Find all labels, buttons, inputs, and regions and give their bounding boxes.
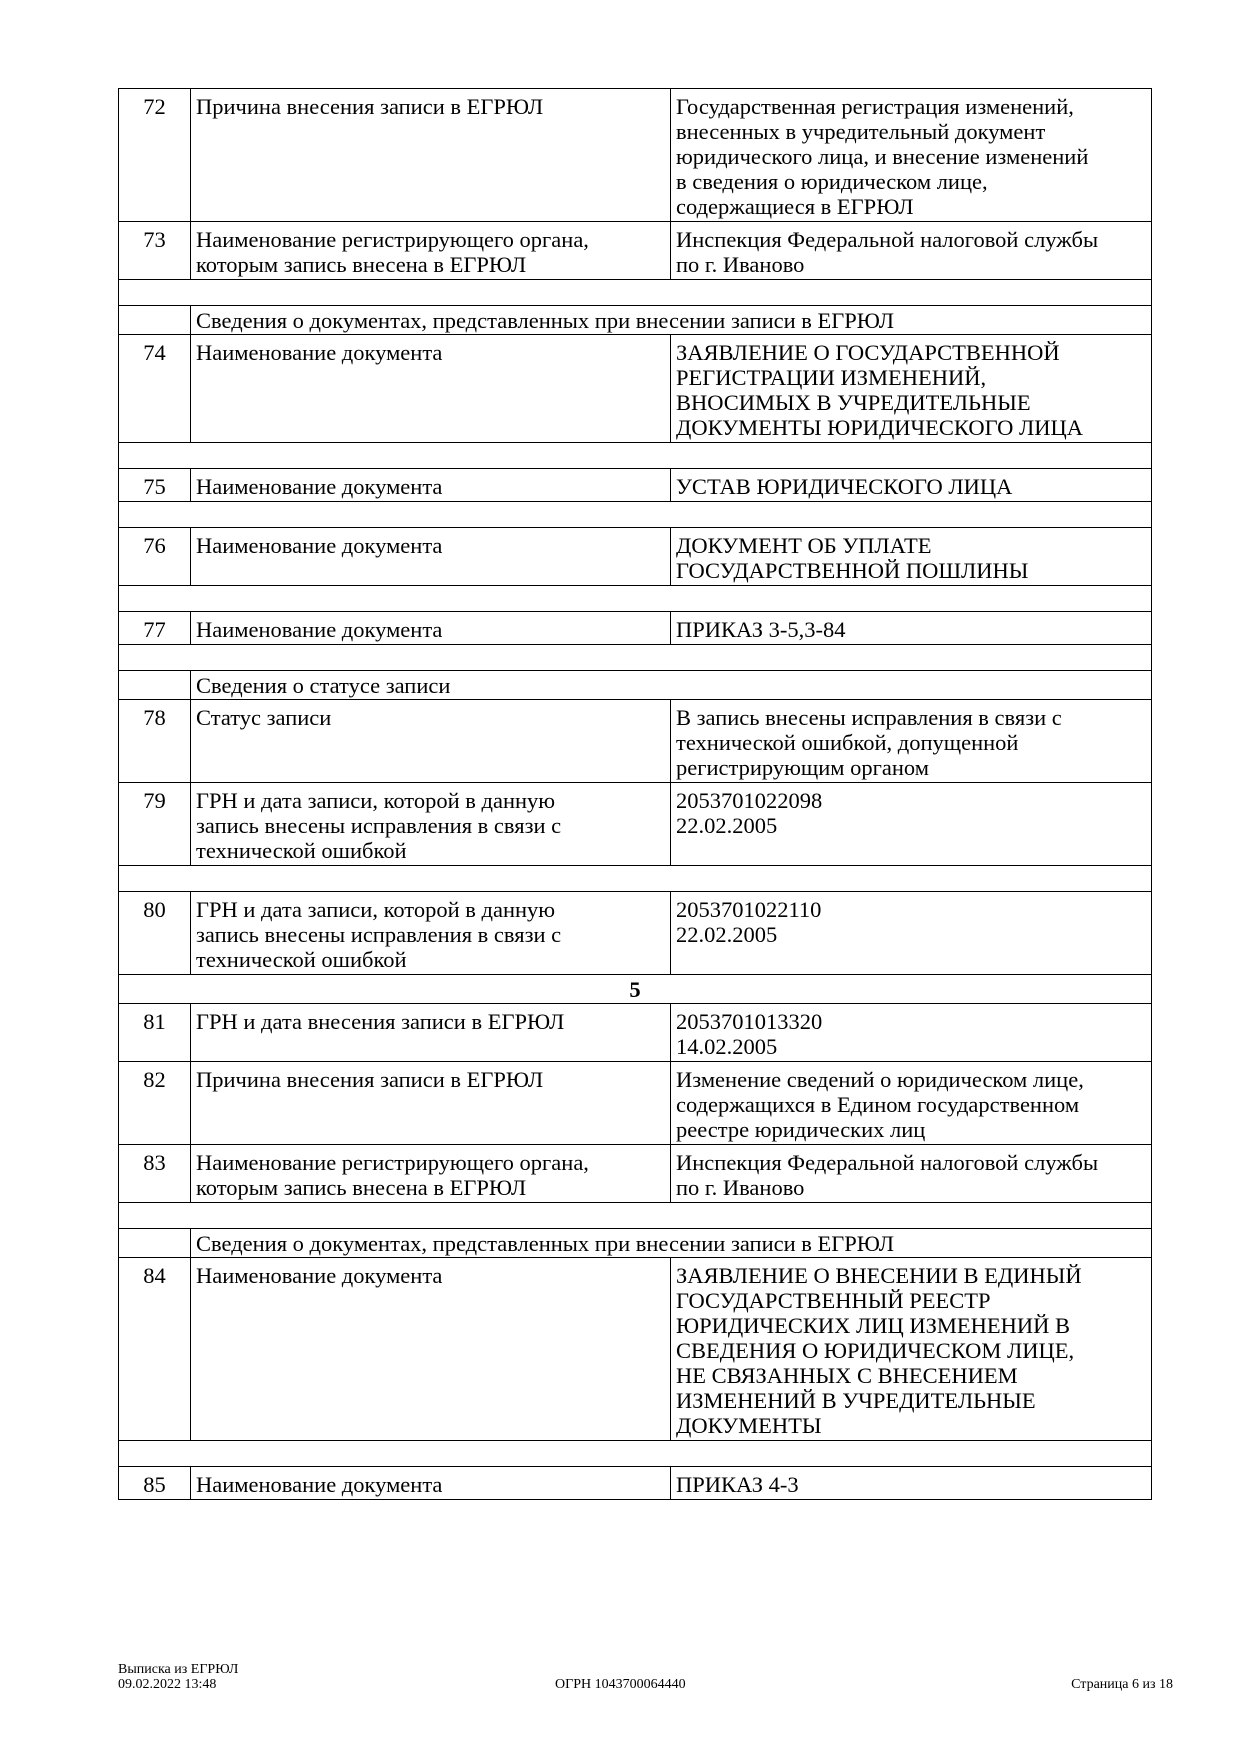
row-label: ГРН и дата внесения записи в ЕГРЮЛ [191, 1004, 671, 1062]
row-label: Наименование документа [191, 1467, 671, 1500]
subsection-blank-cell [119, 306, 191, 335]
table-row [119, 1467, 1152, 1500]
row-value: Инспекция Федеральной налоговой службы по г. Иваново [671, 1145, 1152, 1203]
row-value: 2053701022110 22.02.2005 [671, 892, 1152, 975]
row-number: 78 [119, 700, 191, 783]
row-value: 2053701022098 22.02.2005 [671, 783, 1152, 866]
table-row [119, 1258, 1152, 1441]
row-value: ПРИКАЗ 4-3 [671, 1467, 1152, 1500]
table-row [119, 1062, 1152, 1145]
row-label: Наименование документа [191, 528, 671, 586]
spacer-cell [119, 866, 1152, 892]
row-label: Причина внесения записи в ЕГРЮЛ [191, 1062, 671, 1145]
subsection-row [119, 1229, 1152, 1258]
table-row [119, 783, 1152, 866]
row-number: 80 [119, 892, 191, 975]
row-number: 72 [119, 89, 191, 222]
page-footer [118, 1662, 1173, 1702]
table-row [119, 612, 1152, 645]
section-number: 5 [119, 975, 1152, 1004]
row-value: УСТАВ ЮРИДИЧЕСКОГО ЛИЦА [671, 469, 1152, 502]
table-row [119, 469, 1152, 502]
spacer-cell [119, 1441, 1152, 1467]
row-label: Наименование документа [191, 335, 671, 443]
row-label: Причина внесения записи в ЕГРЮЛ [191, 89, 671, 222]
row-number: 85 [119, 1467, 191, 1500]
row-number: 76 [119, 528, 191, 586]
egrul-extract-table [118, 88, 1152, 1500]
row-value: Инспекция Федеральной налоговой службы по г. Иваново [671, 222, 1152, 280]
footer-doc-title: Выписка из ЕГРЮЛ [118, 1662, 239, 1677]
spacer-row [119, 645, 1152, 671]
table-row [119, 528, 1152, 586]
table-row [119, 335, 1152, 443]
footer-ogrn: ОГРН 1043700064440 [555, 1677, 686, 1692]
row-value: В запись внесены исправления в связи с технической ошибкой, допущенной регистрирующим органом [671, 700, 1152, 783]
table-row [119, 1004, 1152, 1062]
row-value: ЗАЯВЛЕНИЕ О ГОСУДАРСТВЕННОЙ РЕГИСТРАЦИИ ИЗМЕНЕНИЙ, ВНОСИМЫХ В УЧРЕДИТЕЛЬНЫЕ ДОКУМЕНТЫ ЮРИДИЧЕСКОГО ЛИЦА [671, 335, 1152, 443]
row-number: 79 [119, 783, 191, 866]
spacer-row [119, 1203, 1152, 1229]
spacer-row [119, 586, 1152, 612]
subsection-heading: Сведения о документах, представленных при внесении записи в ЕГРЮЛ [191, 306, 1152, 335]
row-number: 83 [119, 1145, 191, 1203]
spacer-row [119, 502, 1152, 528]
table-row [119, 89, 1152, 222]
subsection-row [119, 671, 1152, 700]
row-number: 82 [119, 1062, 191, 1145]
row-label: Наименование документа [191, 469, 671, 502]
subsection-heading: Сведения о статусе записи [191, 671, 1152, 700]
footer-datetime: 09.02.2022 13:48 [118, 1677, 217, 1692]
row-number: 81 [119, 1004, 191, 1062]
row-value: ЗАЯВЛЕНИЕ О ВНЕСЕНИИ В ЕДИНЫЙ ГОСУДАРСТВЕННЫЙ РЕЕСТР ЮРИДИЧЕСКИХ ЛИЦ ИЗМЕНЕНИЙ В СВЕДЕНИЯ О ЮРИДИЧЕСКОМ ЛИЦЕ, НЕ СВЯЗАННЫХ С ВНЕСЕНИЕМ ИЗМЕНЕНИЙ В УЧРЕДИТЕЛЬНЫЕ ДОКУМЕНТЫ [671, 1258, 1152, 1441]
spacer-row [119, 280, 1152, 306]
footer-left [118, 1662, 238, 1692]
row-label: Наименование документа [191, 612, 671, 645]
row-number: 74 [119, 335, 191, 443]
row-number: 73 [119, 222, 191, 280]
row-label: Наименование документа [191, 1258, 671, 1441]
row-label: ГРН и дата записи, которой в данную запись внесены исправления в связи с технической ошибкой [191, 892, 671, 975]
table-row [119, 1145, 1152, 1203]
row-label: Наименование регистрирующего органа, которым запись внесена в ЕГРЮЛ [191, 222, 671, 280]
subsection-blank-cell [119, 671, 191, 700]
spacer-cell [119, 443, 1152, 469]
spacer-row [119, 443, 1152, 469]
row-value: Изменение сведений о юридическом лице, содержащихся в Едином государственном реестре юридических лиц [671, 1062, 1152, 1145]
footer-page-number: Страница 6 из 18 [1071, 1677, 1173, 1692]
section-number-row [119, 975, 1152, 1004]
row-value: Государственная регистрация изменений, внесенных в учредительный документ юридического лица, и внесение изменений в сведения о юридическом лице, содержащиеся в ЕГРЮЛ [671, 89, 1152, 222]
subsection-row [119, 306, 1152, 335]
spacer-cell [119, 586, 1152, 612]
row-value: 2053701013320 14.02.2005 [671, 1004, 1152, 1062]
row-number: 77 [119, 612, 191, 645]
table-row [119, 222, 1152, 280]
row-label: Наименование регистрирующего органа, которым запись внесена в ЕГРЮЛ [191, 1145, 671, 1203]
row-value: ПРИКАЗ 3-5,3-84 [671, 612, 1152, 645]
row-label: ГРН и дата записи, которой в данную запись внесены исправления в связи с технической ошибкой [191, 783, 671, 866]
table-row [119, 892, 1152, 975]
spacer-cell [119, 280, 1152, 306]
subsection-blank-cell [119, 1229, 191, 1258]
spacer-row [119, 866, 1152, 892]
subsection-heading: Сведения о документах, представленных при внесении записи в ЕГРЮЛ [191, 1229, 1152, 1258]
spacer-row [119, 1441, 1152, 1467]
table-row [119, 700, 1152, 783]
spacer-cell [119, 1203, 1152, 1229]
spacer-cell [119, 502, 1152, 528]
spacer-cell [119, 645, 1152, 671]
row-value: ДОКУМЕНТ ОБ УПЛАТЕ ГОСУДАРСТВЕННОЙ ПОШЛИНЫ [671, 528, 1152, 586]
row-label: Статус записи [191, 700, 671, 783]
row-number: 75 [119, 469, 191, 502]
row-number: 84 [119, 1258, 191, 1441]
